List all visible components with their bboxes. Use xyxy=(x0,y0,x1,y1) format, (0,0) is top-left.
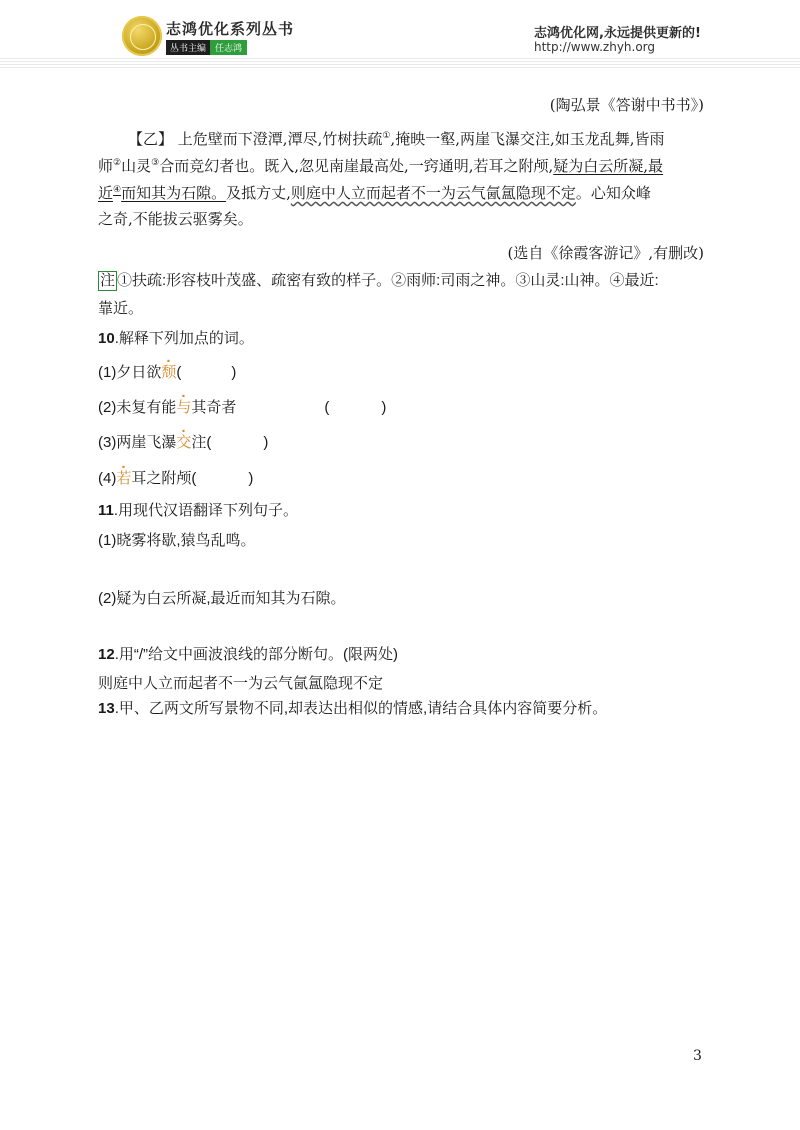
item-text: (2)未复有能 xyxy=(98,399,177,416)
underlined-sentence: 而知其为石隙。 xyxy=(121,184,227,202)
series-title: 志鸿优化系列丛书 xyxy=(166,20,295,38)
q10-item-2 xyxy=(98,397,386,419)
footnote-marker: ③ xyxy=(151,158,160,168)
question-number: 10 xyxy=(98,330,115,347)
q11-sentence-2: (2)疑为白云所凝,最近而知其为石隙。 xyxy=(98,590,346,607)
question-text: .甲、乙两文所写景物不同,却表达出相似的情感,请结合具体内容简要分析。 xyxy=(114,700,608,717)
passage-text: 师 xyxy=(98,157,114,175)
item-text: 其奇者 xyxy=(191,399,237,416)
footnote-marker: ① xyxy=(382,131,391,141)
passage-text: 山灵 xyxy=(121,157,152,175)
question-12 xyxy=(98,644,398,666)
dotted-word: 若 xyxy=(116,470,132,487)
passage-text: 。心知众峰 xyxy=(575,184,651,202)
notes-text: ①扶疏:形容枝叶茂盛、疏密有致的样子。②雨师:司雨之神。③山灵:山神。④最近: xyxy=(117,272,659,289)
question-text: .用“/”给文中画波浪线的部分断句。(限两处) xyxy=(114,646,399,663)
footnote-marker: ④ xyxy=(113,185,122,195)
notes-line-1 xyxy=(98,270,659,292)
passage-yi-line-3 xyxy=(98,179,651,204)
footnote-marker: ② xyxy=(113,158,122,168)
question-13 xyxy=(98,698,607,720)
header-url[interactable]: http://www.zhyh.org xyxy=(534,40,656,54)
item-text: (4) xyxy=(98,470,117,487)
source-jia: (陶弘景《答谢中书书》) xyxy=(549,96,704,114)
item-text: ) xyxy=(263,434,269,451)
question-10 xyxy=(98,328,254,350)
q10-item-4 xyxy=(98,468,253,490)
passage-yi-line-4: 之奇,不能拔云驱雾矣。 xyxy=(98,210,253,228)
wavy-underlined-sentence: 则庭中人立而起者不一为云气氤氲隐现不定 xyxy=(290,184,576,202)
yi-label: 【乙】 xyxy=(128,130,174,148)
question-text: .解释下列加点的词。 xyxy=(114,330,254,347)
seal-logo-icon xyxy=(122,16,162,56)
question-number: 13 xyxy=(98,700,115,717)
question-11 xyxy=(98,500,298,522)
source-yi: (选自《徐霞客游记》,有删改) xyxy=(507,244,704,262)
notes-label: 注 xyxy=(100,272,116,289)
q12-sentence: 则庭中人立而起者不一为云气氤氲隐现不定 xyxy=(98,674,384,692)
header-divider xyxy=(0,58,800,70)
item-text: ) xyxy=(231,364,237,381)
passage-yi-line-1 xyxy=(128,125,665,150)
question-number: 11 xyxy=(98,502,114,519)
editor-name: 任志鸿 xyxy=(210,40,247,55)
item-text: 注( xyxy=(191,434,212,451)
passage-text: 及抵方丈, xyxy=(226,184,291,202)
q10-item-1 xyxy=(98,362,236,384)
dotted-word: 交 xyxy=(176,434,192,451)
item-text: ) xyxy=(248,470,254,487)
passage-text: ,掩映一壑,两崖飞瀑交注,如玉龙乱舞,皆雨 xyxy=(390,130,665,148)
underlined-sentence: 疑为白云所凝,最 xyxy=(553,157,664,175)
item-text: (3)两崖飞瀑 xyxy=(98,434,177,451)
question-number: 12 xyxy=(98,646,115,663)
dotted-word: 与 xyxy=(176,399,192,416)
item-text: ( xyxy=(176,364,182,381)
underlined-sentence: 近 xyxy=(98,184,114,202)
item-text: 耳之附颅( xyxy=(131,470,197,487)
page-number: 3 xyxy=(693,1048,702,1064)
editor-badge xyxy=(166,40,247,55)
item-text: ) xyxy=(381,399,387,416)
passage-text: 上危壁而下澄潭,潭尽,竹树扶疏 xyxy=(177,130,383,148)
passage-text: 合而竞幻者也。既入,忽见南崖最高处,一窍通明,若耳之附颅, xyxy=(159,157,554,175)
q10-item-3 xyxy=(98,432,268,454)
item-text: ( xyxy=(324,399,330,416)
question-text: .用现代汉语翻译下列句子。 xyxy=(113,502,299,519)
item-text: (1)夕日欲 xyxy=(98,364,162,381)
header-slogan: 志鸿优化网,永远提供更新的! xyxy=(534,26,701,41)
editor-label: 丛书主编 xyxy=(166,40,210,55)
dotted-word: 颓 xyxy=(161,364,177,381)
q11-sentence-1: (1)晓雾将歇,猿鸟乱鸣。 xyxy=(98,532,256,549)
passage-yi-line-2 xyxy=(98,152,663,177)
page-header xyxy=(0,0,800,70)
notes-line-2: 靠近。 xyxy=(98,300,144,317)
